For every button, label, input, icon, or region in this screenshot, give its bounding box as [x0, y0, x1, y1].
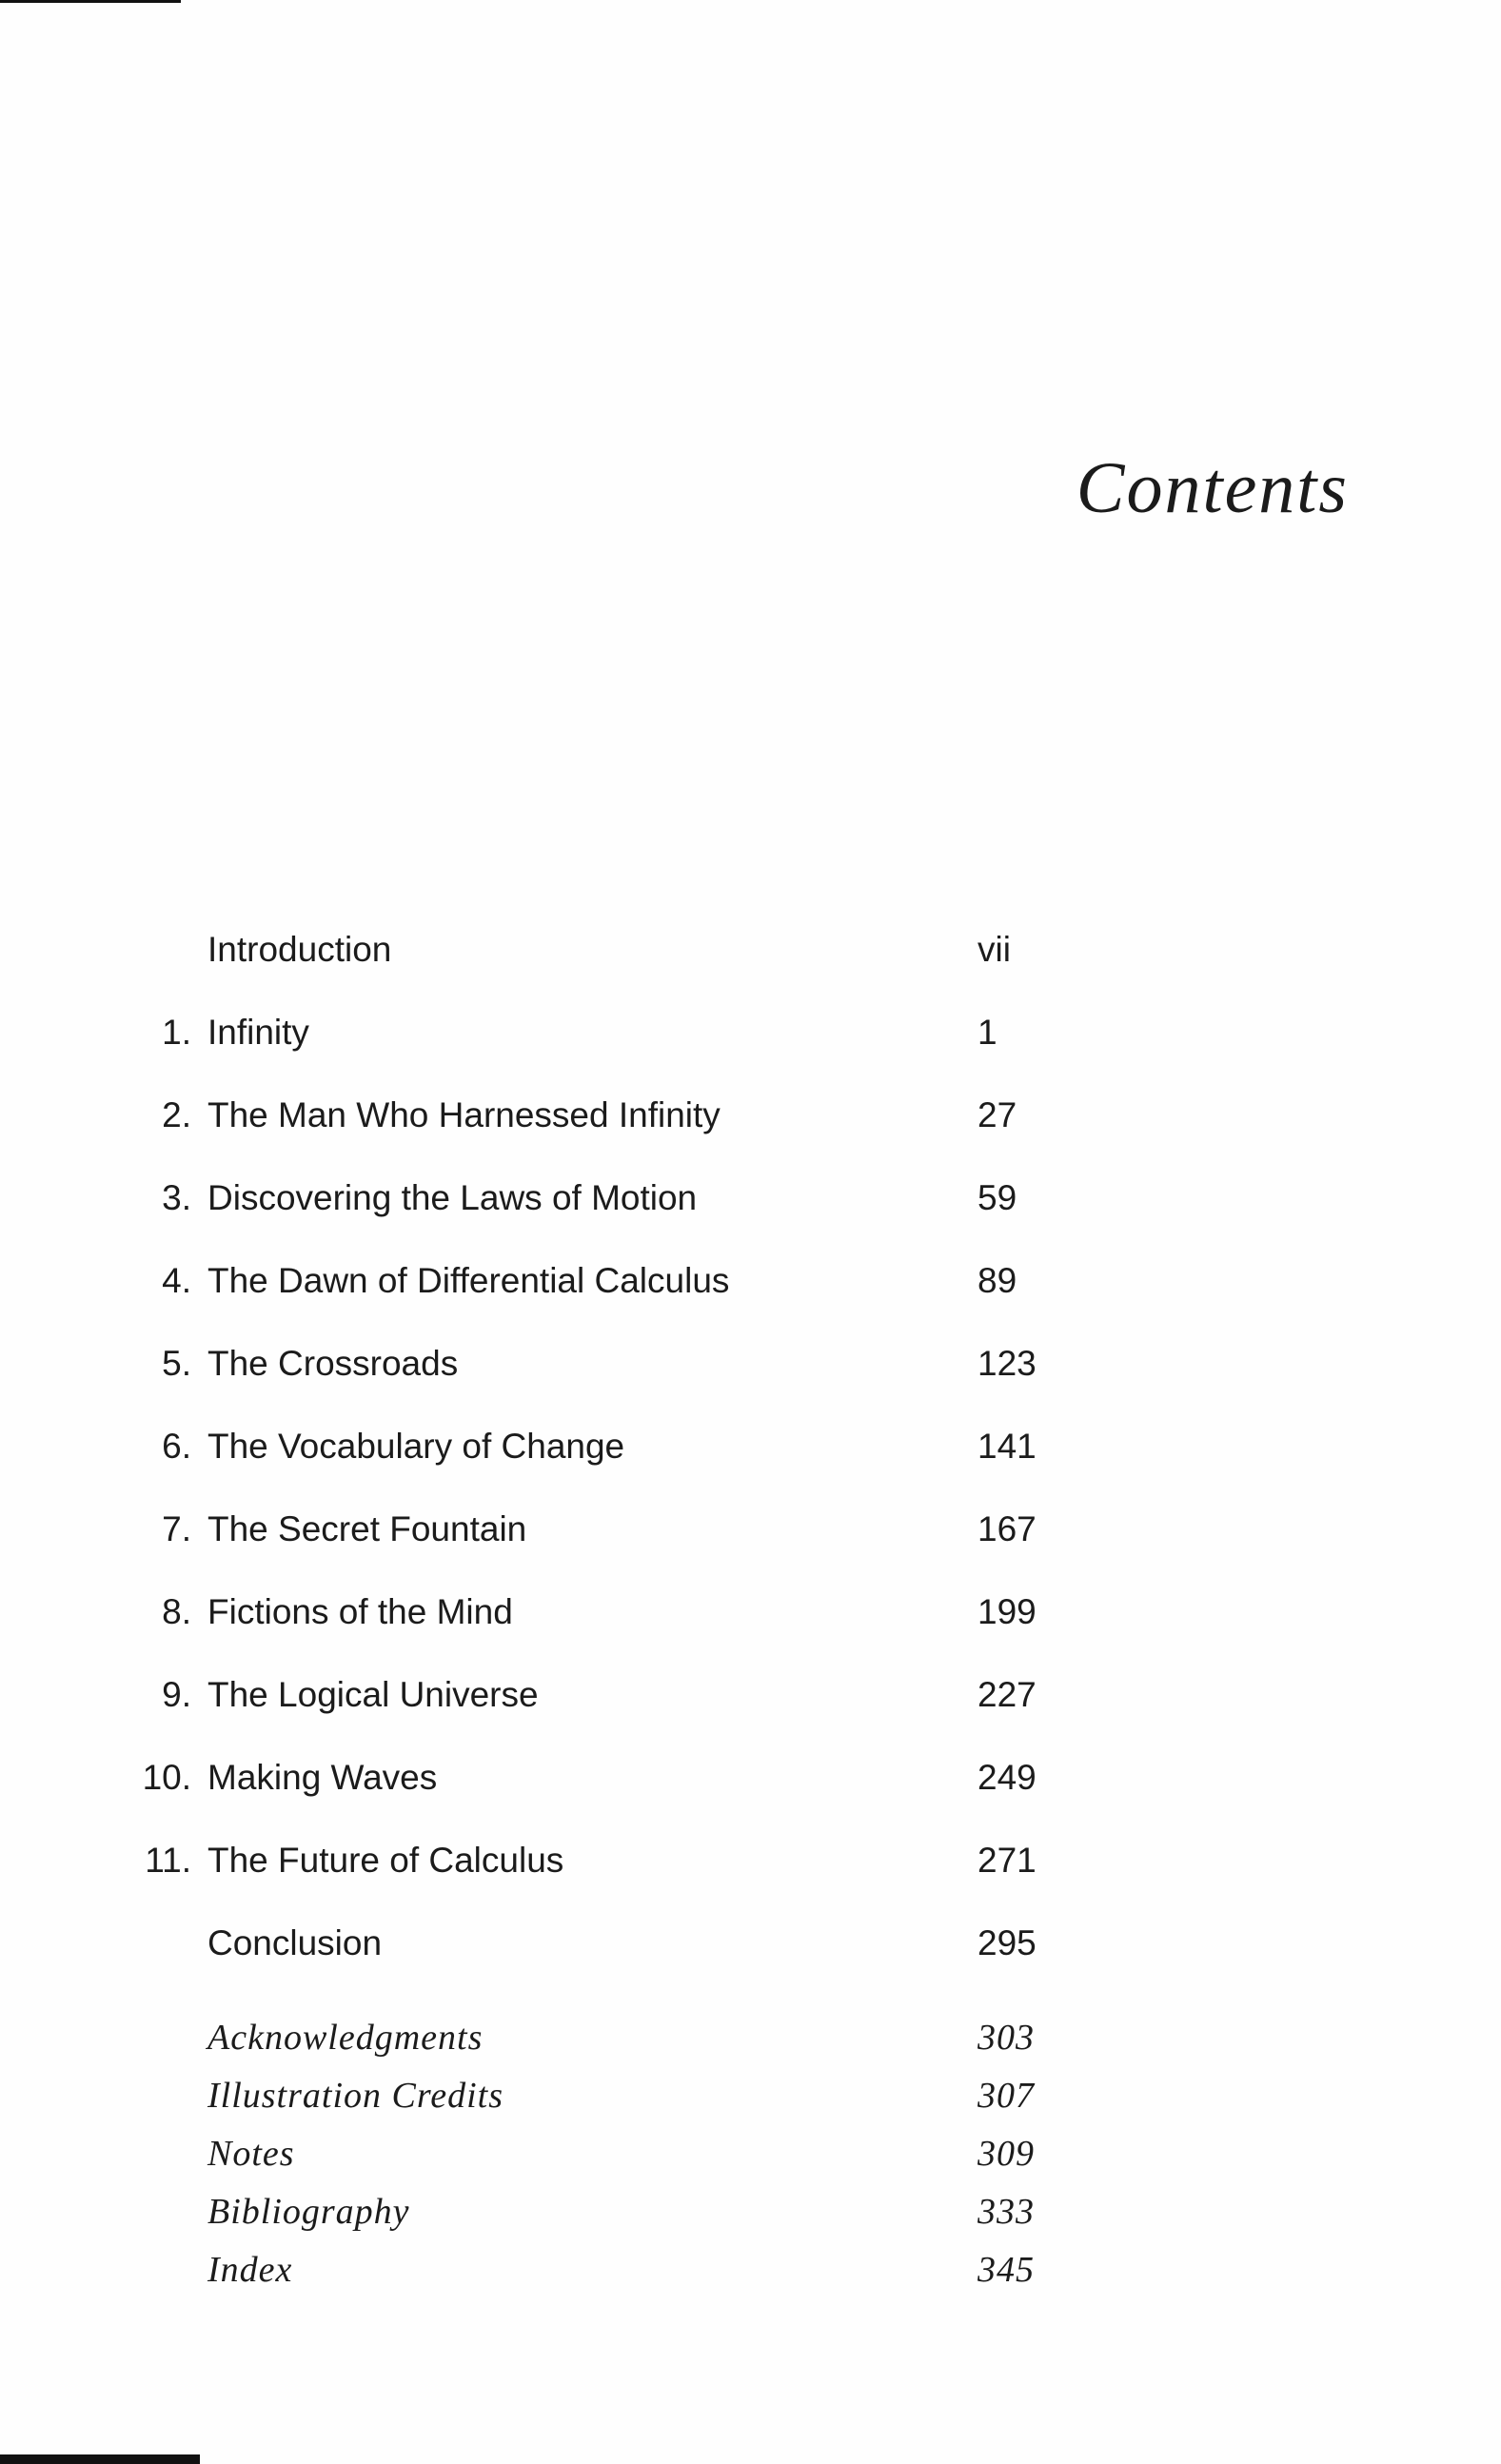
- toc-entry-chapter-9: [0, 1666, 1501, 1724]
- back-matter-title: Index: [207, 2250, 293, 2290]
- back-matter-title: Bibliography: [207, 2192, 410, 2232]
- toc-entry-notes: [0, 2125, 1501, 2182]
- toc-entry-bibliography: [0, 2183, 1501, 2240]
- chapter-number: 4.: [162, 1261, 191, 1300]
- toc-entry-chapter-5: [0, 1335, 1501, 1392]
- chapter-title: Infinity: [207, 1013, 309, 1052]
- page-number: 89: [978, 1261, 1017, 1300]
- page-number: 123: [978, 1344, 1037, 1383]
- toc-entry-chapter-3: [0, 1170, 1501, 1227]
- page-number: 309: [978, 2134, 1035, 2174]
- page-number: 271: [978, 1841, 1037, 1880]
- back-matter-title: Notes: [207, 2134, 295, 2174]
- page-number: 199: [978, 1592, 1037, 1631]
- toc-entry-chapter-8: [0, 1584, 1501, 1641]
- toc-entry-illustration-credits: [0, 2067, 1501, 2124]
- toc-entry-index: [0, 2241, 1501, 2298]
- page-number: 141: [978, 1427, 1037, 1466]
- page-number: 295: [978, 1923, 1037, 1962]
- chapter-title: The Vocabulary of Change: [207, 1427, 625, 1466]
- page-number: 307: [978, 2076, 1035, 2116]
- chapter-title: Introduction: [207, 930, 392, 969]
- page-number: 59: [978, 1178, 1017, 1217]
- chapter-number: 1.: [162, 1013, 191, 1052]
- chapter-title: The Man Who Harnessed Infinity: [207, 1095, 721, 1134]
- chapter-number: 10.: [142, 1758, 191, 1797]
- chapter-title: Fictions of the Mind: [207, 1592, 513, 1631]
- page-number: 249: [978, 1758, 1037, 1797]
- back-matter-title: Acknowledgments: [207, 2018, 484, 2058]
- page-number: 27: [978, 1095, 1017, 1134]
- chapter-number: 2.: [162, 1095, 191, 1134]
- chapter-title: Discovering the Laws of Motion: [207, 1178, 698, 1217]
- toc-entry-chapter-1: [0, 1004, 1501, 1061]
- toc-entry-chapter-2: [0, 1087, 1501, 1144]
- chapter-number: 7.: [162, 1509, 191, 1548]
- toc-entry-chapter-11: [0, 1832, 1501, 1889]
- toc-entry-chapter-10: [0, 1749, 1501, 1806]
- toc-entry-conclusion: [0, 1915, 1501, 1972]
- chapter-title: The Logical Universe: [207, 1675, 539, 1714]
- chapter-title: Making Waves: [207, 1758, 438, 1797]
- page-number: vii: [978, 930, 1011, 969]
- page-number: 1: [978, 1013, 997, 1052]
- chapter-title: The Future of Calculus: [207, 1841, 564, 1880]
- page-number: 333: [978, 2192, 1035, 2232]
- toc-entry-chapter-7: [0, 1501, 1501, 1558]
- chapter-number: 3.: [162, 1178, 191, 1217]
- chapter-title: Conclusion: [207, 1923, 383, 1962]
- toc-entry-introduction: [0, 921, 1501, 978]
- toc-entry-chapter-4: [0, 1252, 1501, 1310]
- chapter-number: 11.: [145, 1841, 191, 1880]
- chapter-title: The Dawn of Differential Calculus: [207, 1261, 730, 1300]
- page-number: 227: [978, 1675, 1037, 1714]
- toc-entry-acknowledgments: [0, 2009, 1501, 2066]
- toc-entry-chapter-6: [0, 1418, 1501, 1475]
- chapter-number: 8.: [162, 1592, 191, 1631]
- page-number: 303: [978, 2018, 1035, 2058]
- chapter-title: The Crossroads: [207, 1344, 459, 1383]
- back-matter-title: Illustration Credits: [207, 2076, 504, 2116]
- page-title: Contents: [1076, 448, 1349, 528]
- chapter-title: The Secret Fountain: [207, 1509, 527, 1548]
- page-number: 345: [978, 2250, 1035, 2290]
- chapter-number: 9.: [162, 1675, 191, 1714]
- chapter-number: 5.: [162, 1344, 191, 1383]
- page-number: 167: [978, 1509, 1037, 1548]
- chapter-number: 6.: [162, 1427, 191, 1466]
